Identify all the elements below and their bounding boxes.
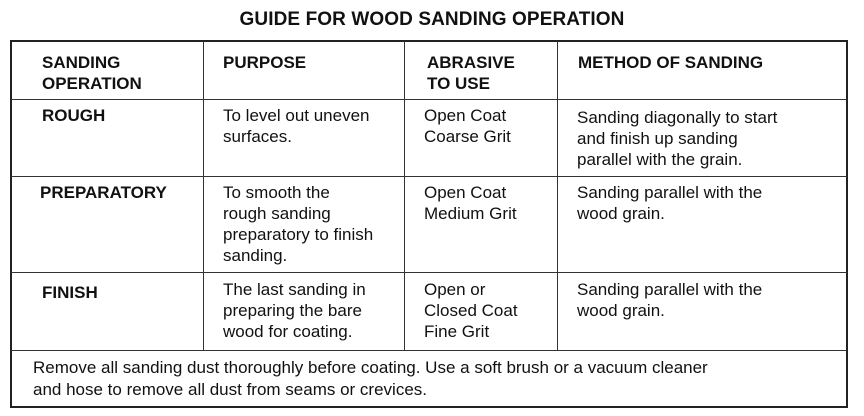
row-divider (11, 350, 847, 351)
text-line: preparing the bare (223, 301, 362, 320)
text-line: Open Coat (424, 106, 507, 125)
text-line: sanding. (223, 246, 288, 265)
header-method: METHOD OF SANDING (578, 53, 764, 72)
row-finish-method (577, 279, 762, 321)
text-line: rough sanding (223, 204, 331, 223)
text-line: Sanding parallel with the (577, 280, 763, 299)
row-divider (11, 272, 847, 273)
column-divider (203, 41, 204, 350)
row-finish-purpose (223, 279, 366, 342)
header-operation-line: OPERATION (42, 74, 142, 93)
text-line: and finish up sanding (577, 129, 738, 148)
page-title: GUIDE FOR WOOD SANDING OPERATION (239, 9, 625, 30)
text-line: wood for coating. (223, 322, 353, 341)
text-line: Closed Coat (424, 301, 518, 320)
text-line: Open or (424, 280, 486, 299)
row-preparatory-abrasive (424, 182, 517, 224)
text-line: wood grain. (577, 301, 665, 320)
header-operation (42, 52, 142, 94)
text-line: Open Coat (424, 183, 507, 202)
text-line: The last sanding in (223, 280, 366, 299)
header-abrasive-line: ABRASIVE (427, 53, 515, 72)
sanding-note (33, 357, 833, 401)
column-divider (404, 41, 405, 350)
row-preparatory-method (577, 182, 762, 224)
note-line: Remove all sanding dust thoroughly before coating. Use a soft brush or a vacuum cleaner (33, 358, 708, 377)
text-line: wood grain. (577, 204, 665, 223)
header-abrasive-line: TO USE (427, 74, 490, 93)
row-finish-operation: FINISH (42, 283, 98, 302)
header-operation-line: SANDING (42, 53, 121, 72)
header-purpose: PURPOSE (223, 53, 307, 72)
row-rough-abrasive (424, 105, 511, 147)
row-finish-abrasive (424, 279, 518, 342)
text-line: preparatory to finish (223, 225, 374, 244)
row-divider (11, 99, 847, 100)
row-rough-operation: ROUGH (42, 106, 106, 125)
text-line: parallel with the grain. (577, 150, 743, 169)
row-preparatory-operation: PREPARATORY (40, 183, 167, 202)
text-line: Medium Grit (424, 204, 517, 223)
row-rough-purpose (223, 105, 370, 147)
header-abrasive (427, 52, 515, 94)
column-divider (557, 41, 558, 350)
text-line: Sanding diagonally to start (577, 108, 778, 127)
note-line: and hose to remove all dust from seams or crevices. (33, 380, 427, 399)
text-line: To level out uneven (223, 106, 370, 125)
text-line: Coarse Grit (424, 127, 511, 146)
row-divider (11, 176, 847, 177)
row-preparatory-purpose (223, 182, 373, 266)
text-line: surfaces. (223, 127, 292, 146)
text-line: Sanding parallel with the (577, 183, 763, 202)
text-line: To smooth the (223, 183, 330, 202)
row-rough-method (577, 107, 777, 170)
sanding-guide-table (10, 40, 848, 408)
text-line: Fine Grit (424, 322, 490, 341)
